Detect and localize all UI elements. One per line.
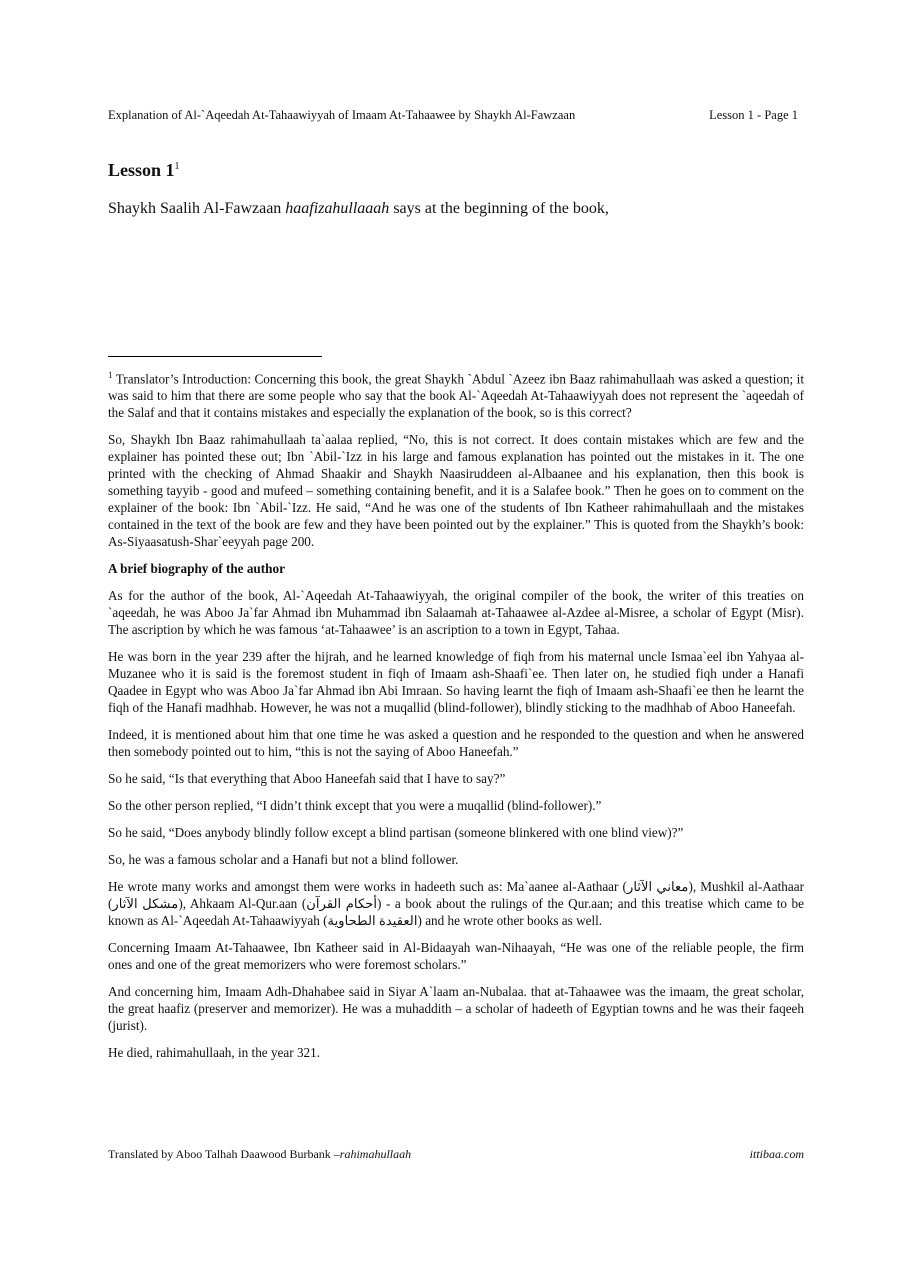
footer-website: ittibaa.com <box>749 1147 804 1161</box>
footnote-paragraph: So, Shaykh Ibn Baaz rahimahullaah ta`aalaa replied, “No, this is not correct. It does contain mistakes which are few and the explainer has pointed these out; Ibn `Abil-`Izz in his large and famous explanation has pointed out the mistakes in it. The one printed with the checking of Ahmad Shaakir and Shaykh Naasiruddeen al-Albaanee and his explanation, then this book is something tayyib - good and mufeed – something containing benefit, and it is a Salafee book.” Then he goes on to comment on the explainer of the book: Ibn `Abil-`Izz. He said, “And he was one of the students of Ibn Katheer rahimahullaah and the mistakes contained in the text of the book are few and they have been pointed out by the explainer.” This is quoted from the Shaykh’s book: As-Siyaasatush-Shar`eeyyah page 200. <box>108 432 804 550</box>
intro-text: Shaykh Saalih Al-Fawzaan <box>108 200 286 217</box>
page-header <box>108 108 798 123</box>
body-paragraph: Concerning Imaam At-Tahaawee, Ibn Katheer said in Al-Bidaayah wan-Nihaayah, “He was one of the reliable people, the firm ones and one of the great memorizers who were foremost scholars.” <box>108 940 804 973</box>
footnote-reference: 1 <box>174 161 180 172</box>
footnote-marker: 1 <box>108 370 113 380</box>
lesson-title <box>108 160 180 181</box>
body-paragraph: So the other person replied, “I didn’t think except that you were a muqallid (blind-follower).” <box>108 798 602 814</box>
body-paragraph: And concerning him, Imaam Adh-Dhahabee said in Siyar A`laam an-Nubalaa. that at-Tahaawee was the imaam, the great scholar, the great haafiz (preserver and memorizer). He was a muhaddith – a scholar of hadeeth of Egyptian towns and he was their faqeeh (jurist). <box>108 984 804 1034</box>
footnote-separator <box>108 356 322 357</box>
page-footer <box>108 1147 804 1162</box>
intro-text-end: says at the beginning of the book, <box>389 200 609 217</box>
body-paragraph: So he said, “Does anybody blindly follow except a blind partisan (someone blinkered with one blind view)?” <box>108 825 684 841</box>
lesson-title-text: Lesson 1 <box>108 160 175 180</box>
footnote-paragraph: $^1$ Translator’s Introduction: Concerning this book, the great Shaykh `Abdul `Azeez ibn Baaz rahimahullaah was asked a question; it was said to him that there are some people who say that the book Al-`Aqeedah At-Tahaawiyyah does not represent the `aqeedah of the Salaf and that it contains mistakes and especially the explanation of the book, so is this correct? <box>108 370 804 421</box>
header-title: Explanation of Al-`Aqeedah At-Tahaawiyyah of Imaam At-Tahaawee by Shaykh Al-Fawzaan <box>108 108 576 122</box>
body-paragraph: He died, rahimahullaah, in the year 321. <box>108 1045 321 1061</box>
header-page-number: Lesson 1 - Page 1 <box>709 108 798 122</box>
body-paragraph: He wrote many works and amongst them were works in hadeeth such as: Ma`aanee al-Aathaar (معاني الآثار), Mushkil al-Aathaar (مشكل الآثار), Ahkaam Al-Qur.aan (أحكام القرآن) - a book about the rulings of the Qur.aan; and this treatise which came to be known as Al-`Aqeedah At-Tahaawiyyah (العقيدة الطحاوية) and he wrote other books as well. <box>108 879 804 929</box>
body-paragraph: Indeed, it is mentioned about him that one time he was asked a question and he responded to the question and when he answered then somebody pointed out to him, “this is not the saying of Aboo Haneefah.” <box>108 727 804 760</box>
body-paragraph: He was born in the year 239 after the hijrah, and he learned knowledge of fiqh from his maternal uncle Ismaa`eel ibn Yahyaa al-Muzanee who it is said is the foremost student in fiqh of Imaam ash-Shaafi`ee. Then later on, he studied fiqh under a Hanafi Qaadee in Egypt who was Aboo Ja`far Ahmad ibn Abi Imraan. So having learnt the fiqh of Imaam ash-Shaafi`ee then he learnt the fiqh of the Hanafi madhhab. However, he was not a muqallid (blind-follower), blindly sticking to the madhhab of Aboo Haneefah. <box>108 649 804 716</box>
body-paragraph: So, he was a famous scholar and a Hanafi but not a blind follower. <box>108 852 459 868</box>
footnote-body <box>108 367 804 1071</box>
body-paragraph: So he said, “Is that everything that Aboo Haneefah said that I have to say?” <box>108 771 506 787</box>
intro-line <box>108 200 609 218</box>
section-heading: A brief biography of the author <box>108 561 285 577</box>
intro-honorific: haafizahullaaah <box>285 200 390 217</box>
body-paragraph: As for the author of the book, Al-`Aqeedah At-Tahaawiyyah, the original compiler of the book, the writer of this treaties on `aqeedah, he was Aboo Ja`far Ahmad ibn Muhammad ibn Salaamah at-Tahaawee al-Azdee al-Misree, a scholar of Egypt (Misr). The ascription by which he was famous ‘at-Tahaawee’ is an ascription to a town in Egypt, Tahaa. <box>108 588 804 638</box>
footer-credit: Translated by Aboo Talhah Daawood Burbank –rahimahullaah <box>108 1147 412 1161</box>
